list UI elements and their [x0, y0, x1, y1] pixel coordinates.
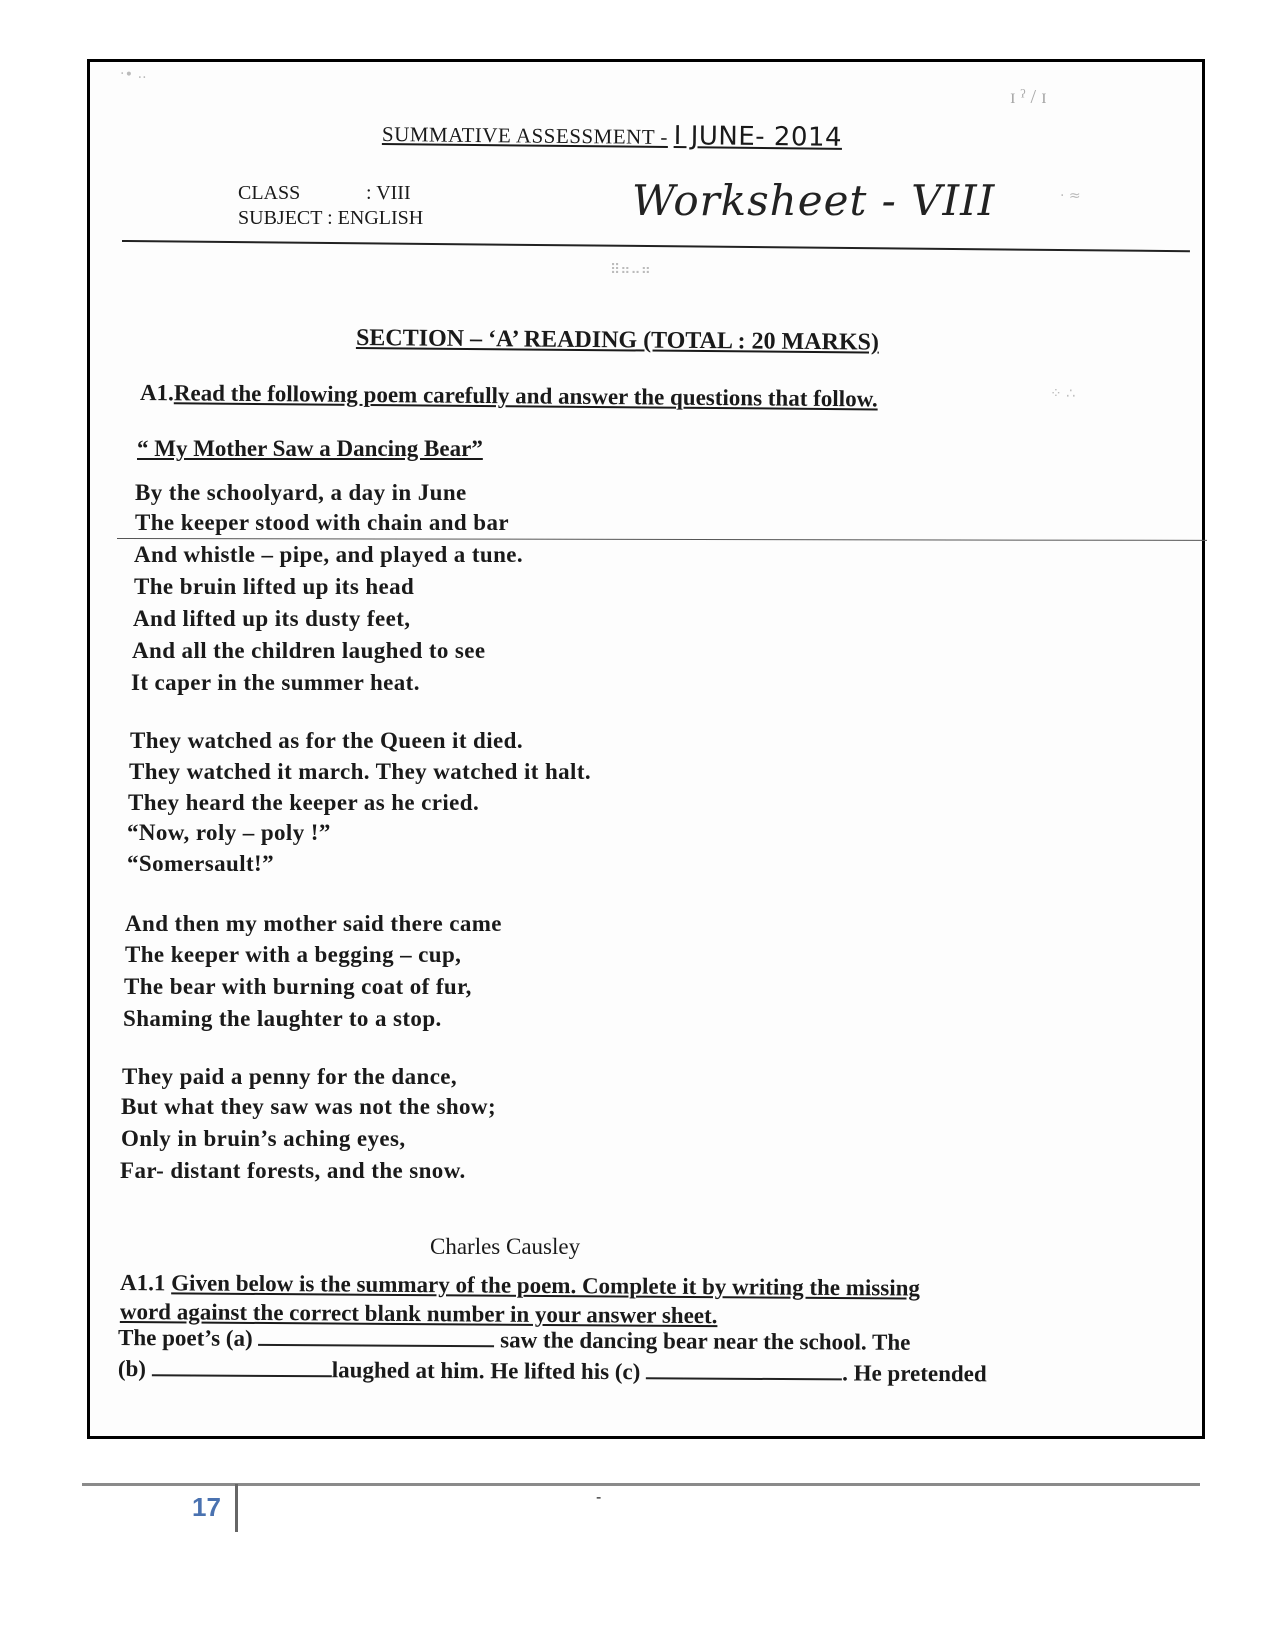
summary-line2-mid: laughed at him. He lifted his (c)	[331, 1357, 641, 1385]
blank-c	[646, 1359, 842, 1380]
assessment-title	[382, 118, 842, 153]
question-a1-1-number: A1.1	[120, 1270, 166, 1296]
poem-line: The bear with burning coat of fur,	[124, 974, 472, 999]
poem-line: The keeper stood with chain and bar	[135, 510, 509, 535]
poem-line: And whistle – pipe, and played a tune.	[134, 542, 524, 567]
poem-line: “Now, roly – poly !”	[127, 820, 331, 845]
question-a1-1-text-cont: word against the correct blank number in your answer sheet.	[119, 1299, 718, 1329]
class-value: : VIII	[366, 182, 411, 204]
poem-line: The bruin lifted up its head	[134, 574, 415, 599]
poem-line: And then my mother said there came	[125, 911, 502, 936]
scan-noise: ·∙ ..	[120, 66, 147, 82]
poem-line: Shaming the laughter to a stop.	[123, 1006, 442, 1031]
scan-noise: ⠿⠶⠤⠶	[610, 262, 652, 278]
class-label: CLASS	[238, 182, 301, 204]
summary-line2-end: . He pretended	[842, 1360, 987, 1387]
assessment-term-handwritten: I JUNE- 2014	[673, 121, 843, 153]
poem-author: Charles Causley	[430, 1234, 581, 1259]
poem-line: It caper in the summer heat.	[131, 670, 420, 695]
assessment-title-text: SUMMATIVE ASSESSMENT -	[381, 122, 669, 149]
question-a1-text: Read the following poem carefully and answer the questions that follow.	[173, 380, 878, 412]
scan-noise: ⁘ ∴	[1050, 386, 1076, 402]
footer-divider	[82, 1483, 1200, 1486]
poem-line: They watched as for the Queen it died.	[130, 728, 523, 753]
poem-line: The keeper with a begging – cup,	[125, 942, 462, 967]
poem-line: But what they saw was not the show;	[121, 1094, 497, 1119]
worksheet-handwritten-label: Worksheet - VIII	[632, 176, 996, 225]
poem-line: And all the children laughed to see	[132, 638, 486, 663]
summary-line1-end: saw the dancing bear near the school. The	[500, 1327, 911, 1355]
poem-line: “Somersault!”	[127, 851, 275, 876]
class-subject-block	[238, 181, 423, 231]
page-number: 17	[192, 1492, 221, 1522]
section-title: SECTION – ‘A’ READING (TOTAL : 20 MARKS)	[355, 325, 880, 356]
summary-blank-b-label: (b)	[117, 1356, 147, 1382]
footer-dash: -	[596, 1489, 602, 1506]
question-a1-number: A1.	[139, 380, 174, 406]
poem-line: They watched it march. They watched it halt.	[129, 759, 592, 784]
page-number-divider	[235, 1484, 238, 1532]
subject-value: : ENGLISH	[327, 207, 424, 229]
poem-title: “ My Mother Saw a Dancing Bear”	[137, 436, 483, 461]
corner-note: ɪ ˀ / ɪ	[1010, 86, 1047, 108]
subject-label: SUBJECT	[238, 207, 323, 229]
poem-line: And lifted up its dusty feet,	[133, 606, 411, 631]
poem-line: Only in bruin’s aching eyes,	[121, 1126, 406, 1151]
blank-a	[258, 1326, 494, 1347]
scan-noise: · ≈	[1060, 188, 1081, 204]
question-a1-1-text: Given below is the summary of the poem. Complete it by writing the missing	[171, 1270, 921, 1301]
summary-fill-in	[118, 1322, 987, 1389]
poem-line: Far- distant forests, and the snow.	[120, 1158, 466, 1183]
summary-line1-start: The poet’s (a)	[118, 1325, 253, 1351]
poem-line: They paid a penny for the dance,	[122, 1064, 458, 1089]
poem-line: They heard the keeper as he cried.	[128, 790, 480, 815]
blank-b	[152, 1356, 332, 1377]
poem-line: By the schoolyard, a day in June	[135, 480, 467, 505]
